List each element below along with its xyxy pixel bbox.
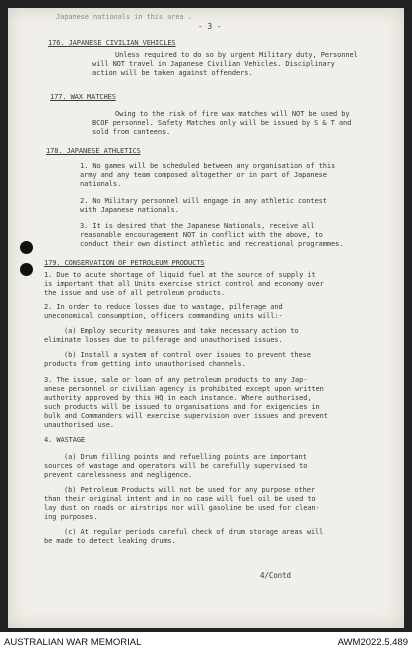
text-line: 3. The issue, sale or loan of any petroleum products to any Jap- <box>44 376 308 384</box>
text-line: authority approved by this HQ in each instance. Where authorised, <box>44 394 312 402</box>
text-line: reasonable encouragement NOT in conflict with the above, to <box>80 231 323 239</box>
text-line: be made to detect leaking drums. <box>44 537 176 545</box>
text-line: 2. In order to reduce losses due to wastage, pilferage and <box>44 303 283 311</box>
text-line: eliminate losses due to pilferage and unauthorised issues. <box>44 336 283 344</box>
text-line: action will be taken against offenders. <box>92 69 253 77</box>
section-heading-179: 179. CONSERVATION OF PETROLEUM PRODUCTS <box>44 259 205 267</box>
text-line: anese personnel or civilian agency is prohibited except upon written <box>44 385 324 393</box>
text-line: (b) Install a system of control over issues to prevent these <box>64 351 311 359</box>
text-line: conduct their own distinct athletic and recreational programmes. <box>80 240 344 248</box>
text-line: sold from canteens. <box>92 128 171 136</box>
text-line: is important that all Units exercise strict control and economy over <box>44 280 324 288</box>
text-line: BCOF personnel. Safety Matches only will be issued by S & T and <box>92 119 352 127</box>
document-page <box>8 8 404 628</box>
punch-hole <box>20 241 33 254</box>
text-line: 2. No Military personnel will engage in any athletic contest <box>80 197 327 205</box>
continued-marker: 4/Contd <box>260 571 291 580</box>
text-line: nationals. <box>80 180 122 188</box>
text-line: unauthorised use. <box>44 421 114 429</box>
text-line: (b) Petroleum Products will not be used for any purpose other <box>64 486 315 494</box>
text-line: prevent carelessness and negligence. <box>44 471 193 479</box>
section-heading-176: 176. JAPANESE CIVILIAN VEHICLES <box>48 39 176 47</box>
text-line: 1. No games will be scheduled between any organisation of this <box>80 162 336 170</box>
page-number: - 3 - <box>198 22 222 31</box>
text-line: such products will be issued to organisations and for exigencies in <box>44 403 320 411</box>
top-faint-text: Japanese nationals in this area . <box>56 13 192 21</box>
text-line: Owing to the risk of fire wax matches will NOT be used by <box>115 110 350 118</box>
text-line: uneconomical consumption, officers commanding units will:- <box>44 312 283 320</box>
text-line: 3. It is desired that the Japanese Nationals, receive all <box>80 222 315 230</box>
text-line: will NOT travel in Japanese Civilian Vehicles. Disciplinary <box>92 60 335 68</box>
text-line: the issue and use of all petroleum products. <box>44 289 226 297</box>
punch-hole <box>20 263 33 276</box>
text-line: sources of wastage and operators will be carefully supervised to <box>44 462 308 470</box>
footer-accession-number: AWM2022.5.489 <box>337 637 408 648</box>
text-line: lay dust on roads or airstrips nor will gasoline be used for clean- <box>44 504 320 512</box>
text-line: ing purposes. <box>44 513 98 521</box>
text-line: products from getting into unauthorised channels. <box>44 360 246 368</box>
subheading-wastage: 4. WASTAGE <box>44 436 86 444</box>
text-line: with Japanese nationals. <box>80 206 179 214</box>
text-line: 1. Due to acute shortage of liquid fuel at the source of supply it <box>44 271 316 279</box>
section-heading-178: 178. JAPANESE ATHLETICS <box>46 147 141 155</box>
text-line: bulk and Commanders will exercise supervision over issues and prevent <box>44 412 328 420</box>
text-line: (c) At regular periods careful check of drum storage areas will <box>64 528 324 536</box>
section-heading-177: 177. WAX MATCHES <box>50 93 116 101</box>
text-line: (a) Drum filling points and refuelling points are important <box>64 453 307 461</box>
archive-footer <box>0 632 412 653</box>
text-line: Unless required to do so by urgent Military duty, Personnel <box>115 51 358 59</box>
text-line: army and any team composed altogether or in part of Japanese <box>80 171 327 179</box>
text-line: (a) Employ security measures and take necessary action to <box>64 327 299 335</box>
footer-institution: AUSTRALIAN WAR MEMORIAL <box>4 637 142 648</box>
text-line: than their original intent and in no case will fuel oil be used to <box>44 495 316 503</box>
